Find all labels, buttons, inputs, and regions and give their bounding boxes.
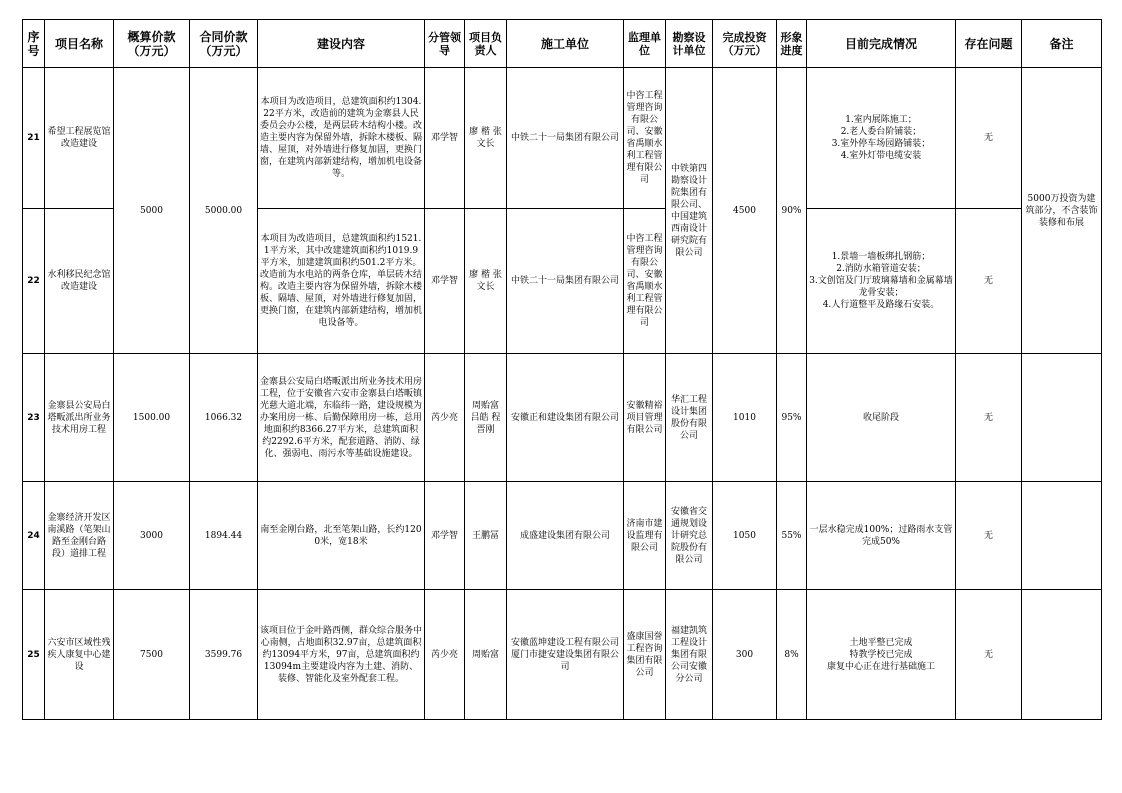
status-item: 2.老人委台阶铺装； <box>840 127 922 137</box>
row-content: 南至金刚台路，北至笔架山路，长约1200米，宽18米 <box>258 482 425 590</box>
row-status: 收尾阶段 <box>807 354 956 482</box>
row-supervisor: 安徽精裕项目管理有限公司 <box>624 354 666 482</box>
row-surveyor: 中铁第四勘察设计院集团有限公司、中国建筑西南设计研究院有限公司 <box>666 68 713 354</box>
col-manager: 项目负责人 <box>465 20 507 68</box>
row-supervisor: 中咨工程管理咨询有限公司、安徽省禹顺水利工程管理有限公司 <box>624 68 666 209</box>
row-notes <box>1022 590 1102 720</box>
row-notes <box>1022 482 1102 590</box>
table-row <box>23 354 1102 482</box>
status-item: 1.室内展陈施工； <box>845 115 917 125</box>
row-builder: 中铁二十一局集团有限公司 <box>507 209 624 354</box>
row-supervisor: 中咨工程管理咨询有限公司、安徽省禹顺水利工程管理有限公司 <box>624 209 666 354</box>
row-surveyor: 安徽省交通规划设计研究总院股份有限公司 <box>666 482 713 590</box>
row-progress: 8% <box>777 590 807 720</box>
row-invested: 300 <box>713 590 777 720</box>
row-seq: 22 <box>23 209 45 354</box>
row-progress: 90% <box>777 68 807 354</box>
row-status <box>807 590 956 720</box>
row-budget: 1500.00 <box>114 354 190 482</box>
row-notes: 5000万投资为建筑部分，不含装饰装修和布展 <box>1022 68 1102 354</box>
row-supervisor: 盛康国誉工程咨询集团有限公司 <box>624 590 666 720</box>
row-manager: 王鹏冨 <box>465 482 507 590</box>
row-name: 金寨经济开发区南溪路（笔架山路至金刚台路段）道排工程 <box>45 482 114 590</box>
row-content: 该项目位于金叶路西侧，群众综合服务中心南侧，占地面积32.97亩，总建筑面积约13094平方米，97亩，总建筑面积约13094m主要建设内容为土建、消防、装修、智能化及室外配套工程。 <box>258 590 425 720</box>
col-leader: 分管领导 <box>425 20 465 68</box>
header-row <box>23 20 1102 68</box>
row-status <box>807 209 956 354</box>
col-supervisor: 监理单位 <box>624 20 666 68</box>
col-content: 建设内容 <box>258 20 425 68</box>
row-invested: 4500 <box>713 68 777 354</box>
status-item: 土地平整已完成 <box>849 637 913 648</box>
col-notes: 备注 <box>1022 20 1102 68</box>
row-notes <box>1022 354 1102 482</box>
row-budget: 5000 <box>114 68 190 354</box>
row-leader: 邓学智 <box>425 482 465 590</box>
row-seq: 23 <box>23 354 45 482</box>
row-leader: 邓学智 <box>425 209 465 354</box>
row-builder: 成盛建设集团有限公司 <box>507 482 624 590</box>
row-seq: 24 <box>23 482 45 590</box>
row-name: 六安市区域性残疾人康复中心建设 <box>45 590 114 720</box>
row-issues: 无 <box>956 590 1022 720</box>
row-contract: 5000.00 <box>190 68 258 354</box>
row-status: 一层水稳完成100%；过路雨水支管完成50% <box>807 482 956 590</box>
row-contract: 3599.76 <box>190 590 258 720</box>
status-item: 3.文创馆及门厅玻璃幕墙和金属幕墙龙骨安装； <box>809 276 953 298</box>
row-status <box>807 68 956 209</box>
row-budget: 7500 <box>114 590 190 720</box>
row-invested: 1010 <box>713 354 777 482</box>
row-name: 水利移民纪念馆改造建设 <box>45 209 114 354</box>
row-budget: 3000 <box>114 482 190 590</box>
row-contract: 1066.32 <box>190 354 258 482</box>
col-surveyor: 勘察设计单位 <box>666 20 713 68</box>
status-item: 4.室外灯带电缆安装 <box>840 151 922 161</box>
status-item: 特教学校已完成 <box>849 649 913 660</box>
row-surveyor: 福建凯筑工程设计集团有限公司安徽分公司 <box>666 590 713 720</box>
row-surveyor: 华汇工程设计集团股份有限公司 <box>666 354 713 482</box>
status-item: 4.人行道整平及路缘石安装。 <box>822 300 940 310</box>
row-leader: 芮少亮 <box>425 354 465 482</box>
row-contract: 1894.44 <box>190 482 258 590</box>
row-manager: 周贻富 <box>465 590 507 720</box>
project-progress-table <box>22 19 1102 720</box>
row-name: 希望工程展览馆改造建设 <box>45 68 114 209</box>
row-issues: 无 <box>956 209 1022 354</box>
table-row <box>23 482 1102 590</box>
row-name: 金寨县公安局白塔畈派出所业务技术用房工程 <box>45 354 114 482</box>
row-manager: 廖 楷 张文长 <box>465 68 507 209</box>
row-manager: 廖 楷 张文长 <box>465 209 507 354</box>
row-content: 本项目为改造项目，总建筑面积约1304.22平方米，改造前的建筑为金寨县人民委员会办公楼，是两层砖木结构小楼。改造主要内容为保留外墙，拆除木楼板、隔墙、屋顶，对外墙进行修复加固，更换门窗，在建筑内部新建结构，增加机电设备等。 <box>258 68 425 209</box>
row-content: 金寨县公安局白塔畈派出所业务技术用房工程，位于安徽省六安市金寨县白塔畈镇光慈大道北端，东临纬一路，建设规模为办案用房一栋、后勤保障用房一栋，总用地面积约8366.27平方米，总建筑面积约2292.6平方米，配套道路、消防、绿化、强弱电、雨污水等基础设施建设。 <box>258 354 425 482</box>
row-builder: 中铁二十一局集团有限公司 <box>507 68 624 209</box>
col-contract: 合同价款（万元） <box>190 20 258 68</box>
row-manager: 周贻富 吕皓 程晋刚 <box>465 354 507 482</box>
row-issues: 无 <box>956 482 1022 590</box>
col-status: 目前完成情况 <box>807 20 956 68</box>
row-seq: 25 <box>23 590 45 720</box>
status-item: 康复中心正在进行基础施工 <box>826 661 935 672</box>
row-issues: 无 <box>956 354 1022 482</box>
row-builder: 安徽正和建设集团有限公司 <box>507 354 624 482</box>
col-name: 项目名称 <box>45 20 114 68</box>
col-seq: 序号 <box>23 20 45 68</box>
row-invested: 1050 <box>713 482 777 590</box>
row-supervisor: 济南市建设监理有限公司 <box>624 482 666 590</box>
col-progress: 形象进度 <box>777 20 807 68</box>
table-row <box>23 590 1102 720</box>
table-row <box>23 68 1102 209</box>
row-seq: 21 <box>23 68 45 209</box>
row-builder: 安徽蓝坤建设工程有限公司 厦门市捷安建设集团有限公司 <box>507 590 624 720</box>
col-builder: 施工单位 <box>507 20 624 68</box>
row-leader: 邓学智 <box>425 68 465 209</box>
status-item: 1.景墙一墙板绑扎钢筋； <box>831 252 931 262</box>
row-issues: 无 <box>956 68 1022 209</box>
row-progress: 95% <box>777 354 807 482</box>
col-issues: 存在问题 <box>956 20 1022 68</box>
row-content: 本项目为改造项目，总建筑面积约1521.1平方米，其中改建建筑面积约1019.9平方米，加建建筑面积约501.2平方米。改造前为水电站的两条仓库，单层砖木结构。改造主要内容为保留外墙，拆除木楼板、隔墙、屋顶，对外墙进行修复加固，更换门窗，在建筑内部新建结构，增加机电设备等。 <box>258 209 425 354</box>
row-leader: 芮少亮 <box>425 590 465 720</box>
col-invested: 完成投资（万元） <box>713 20 777 68</box>
status-item: 3.室外停车场园路铺装； <box>831 139 931 149</box>
row-progress: 55% <box>777 482 807 590</box>
status-item: 2.消防水箱管道安装； <box>836 264 926 274</box>
col-budget: 概算价款（万元） <box>114 20 190 68</box>
